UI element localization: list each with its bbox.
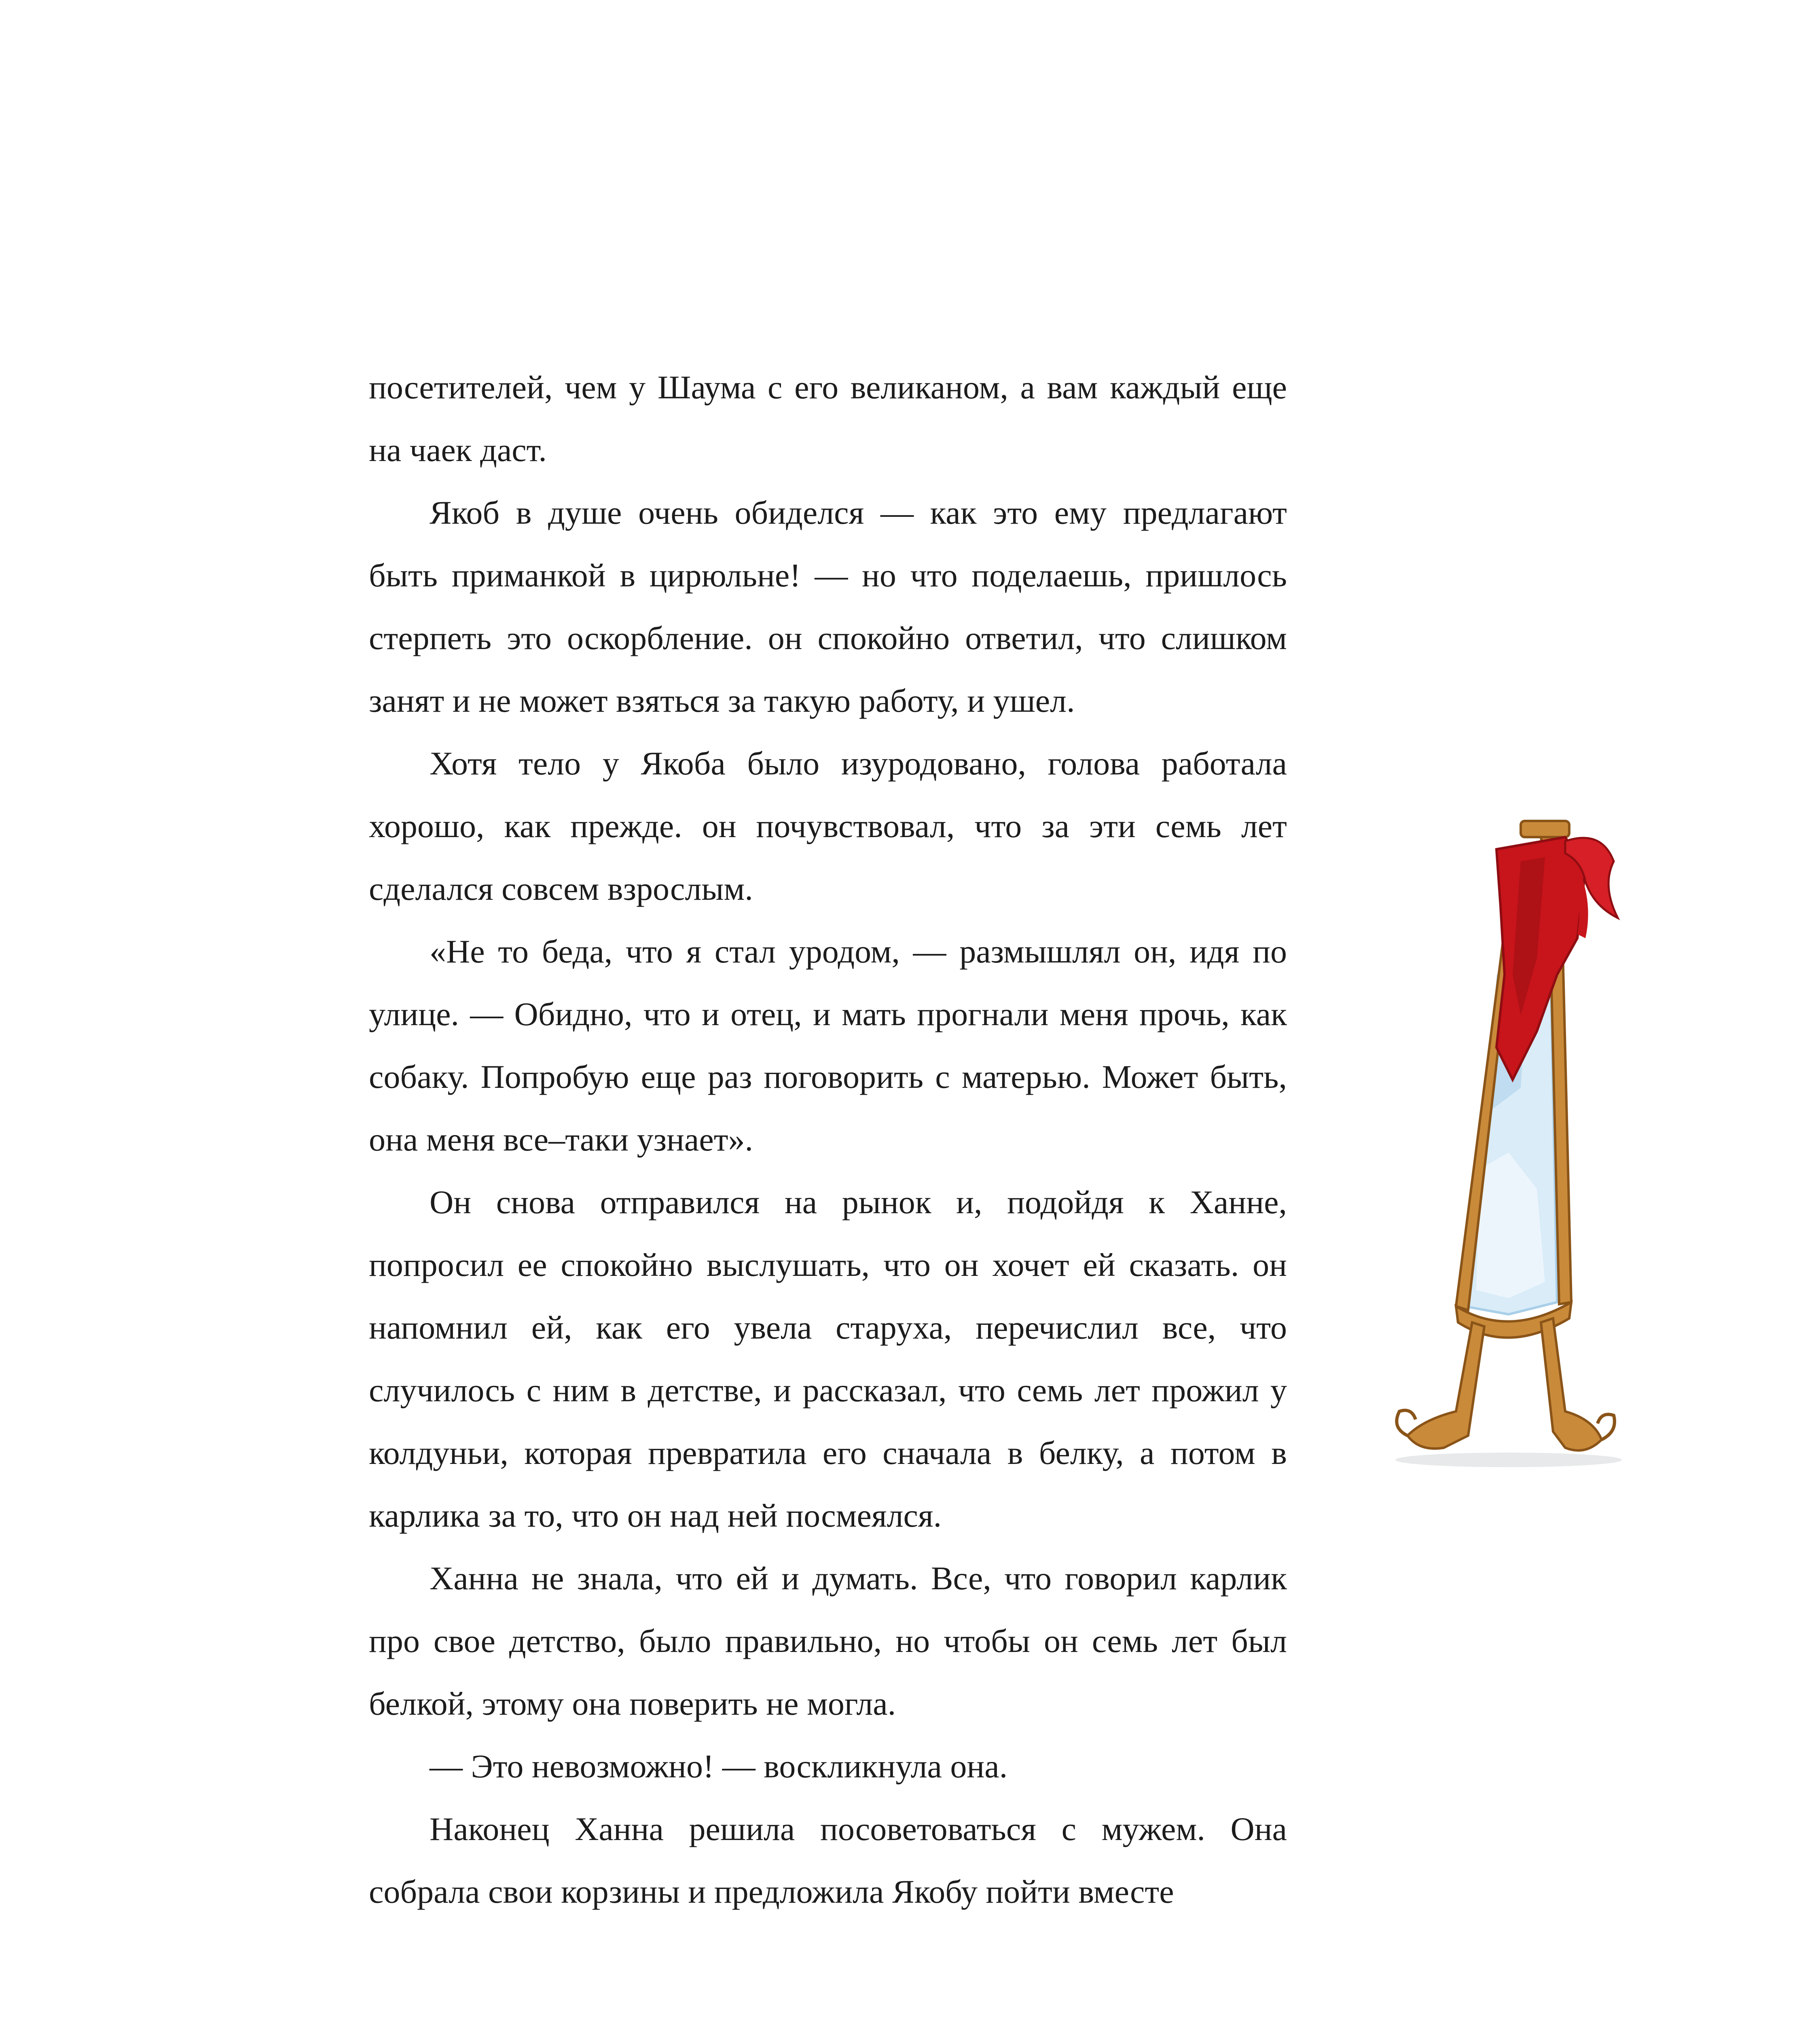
floor-shadow [1395,1453,1622,1467]
paragraph-3: Хотя тело у Якоба было изуродовано, голова работала хорошо, как прежде. он почувствовал, что за эти семь лет сделался совсем взрослым. [369,745,1287,907]
mirror-leg-left [1407,1322,1484,1449]
paragraph-1: посетителей, чем у Шаума с его великаном, а вам каждый еще на чаек даст. [369,369,1287,468]
paragraph-7: — Это невозможно! — воскликнула она. [430,1748,1008,1785]
standing-mirror-with-red-cloth-icon [1375,805,1626,1476]
mirror-top-crest [1521,821,1569,837]
paragraph-2: Якоб в душе очень обиделся — как это ему предлагают быть приманкой в цирюльне! — но что поделаешь, пришлось стерпеть это оскорбление. он спокойно ответил, что слишком занят и не может взяться за такую работу, и ушел. [369,494,1287,719]
mirror-leg-right [1541,1318,1602,1451]
body-text [369,356,1287,1923]
paragraph-4: «Не то беда, что я стал уродом, — размышлял он, идя по улице. — Обидно, что и отец, и мать прогнали меня прочь, как собаку. Попробую еще раз поговорить с матерью. Может быть, она меня все–таки узнает». [369,933,1287,1158]
paragraph-6: Ханна не знала, что ей и думать. Все, что говорил карлик про свое детство, было правильно, но чтобы он семь лет был белкой, этому она поверить не могла. [369,1560,1287,1722]
paragraph-5: Он снова отправился на рынок и, подойдя к Ханне, попросил ее спокойно выслушать, что он хочет ей сказать. он напомнил ей, как его увела старуха, перечислил все, что случилось с ним в детстве, и рассказал, что семь лет прожил у колдуньи, которая превратила его сначала в белку, а потом в карлика за то, что он над ней посмеялся. [369,1184,1287,1534]
paragraph-8: Наконец Ханна решила посоветоваться с мужем. Она собрала свои корзины и предложила Якобу пойти вместе [369,1810,1287,1910]
